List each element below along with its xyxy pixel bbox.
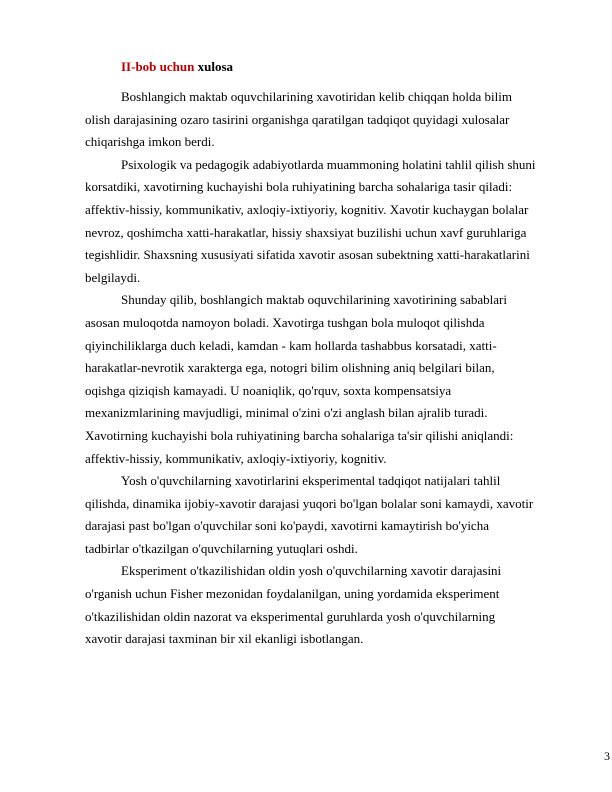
paragraph-3: Shunday qilib, boshlangich maktab oquvchilarining xavotirining sabablari asosan muloqotda namoyon boladi. Xavotirga tushgan bola muloqot qilishda qiyinchiliklarga duch keladi, kamdan - kam hollarda tashabbus korsatadi, xatti- harakatlar-nevrotik xarakterga ega, notogri bilim olishning aniq belgilari bilan, oqishga qiziqish kamayadi. U noaniqlik, qo'rquv, soxta kompensatsiya mexanizmlarining mavjudligi, minimal o'zini o'zi anglash bilan ajralib turadi. Xavotirning kuchayishi bola ruhiyatining barcha sohalariga ta'sir qilishi aniqlandi: affektiv-hissiy, kommunikativ, axloqiy-ixtiyoriy, kognitiv. (85, 292, 514, 466)
paragraph-2: Psixologik va pedagogik adabiyotlarda muammoning holatini tahlil qilish shuni korsatdiki, xavotirning kuchayishi bola ruhiyatining barcha sohalariga tasir qiladi: affektiv-hissiy, kommunikativ, axloqiy-ixtiyoriy, kognitiv. Xavotir kuchaygan bolalar nevroz, qoshimcha xatti-harakatlar, hissiy shaxsiyat buzilishi uchun xavf guruhlariga tegishlidir. Shaxsning xususiyati sifatida xavotir asosan subektning xatti-harakatlarini belgilaydi. (85, 156, 536, 285)
paragraph-5: Eksperiment o'tkazilishidan oldin yosh o'quvchilarning xavotir darajasini o'rganish uchun Fisher mezonidan foydalanilgan, uning yordamida eksperiment o'tkazilishidan oldin nazorat va eksperimental guruhlarda yosh o'quvchilarning xavotir darajasi taxminan bir xil ekanligi isbotlangan. (85, 563, 502, 647)
paragraph-4: Yosh o'quvchilarning xavotirlarini eksperimental tadqiqot natijalari tahlil qilishda, dinamika ijobiy-xavotir darajasi yuqori bo'lgan bolalar soni kamaydi, xavotir darajasi past bo'lgan o'quvchilar soni ko'paydi, xavotirni kamaytirish bo'yicha tadbirlar o'tkazilgan o'quvchilarning yutuqlari oshdi. (85, 473, 534, 556)
document-body (85, 86, 570, 651)
heading-accent: II-bob uchun (121, 59, 195, 74)
page-number: 3 (604, 749, 610, 763)
document-page (85, 0, 570, 792)
heading-rest: xulosa (194, 59, 234, 74)
section-heading (121, 58, 233, 76)
paragraph-1: Boshlangich maktab oquvchilarining xavotiridan kelib chiqqan holda bilim olish darajasining ozaro tasirini organishga qaratilgan tadqiqot quyidagi xulosalar chiqarishga imkon berdi. (85, 89, 513, 150)
